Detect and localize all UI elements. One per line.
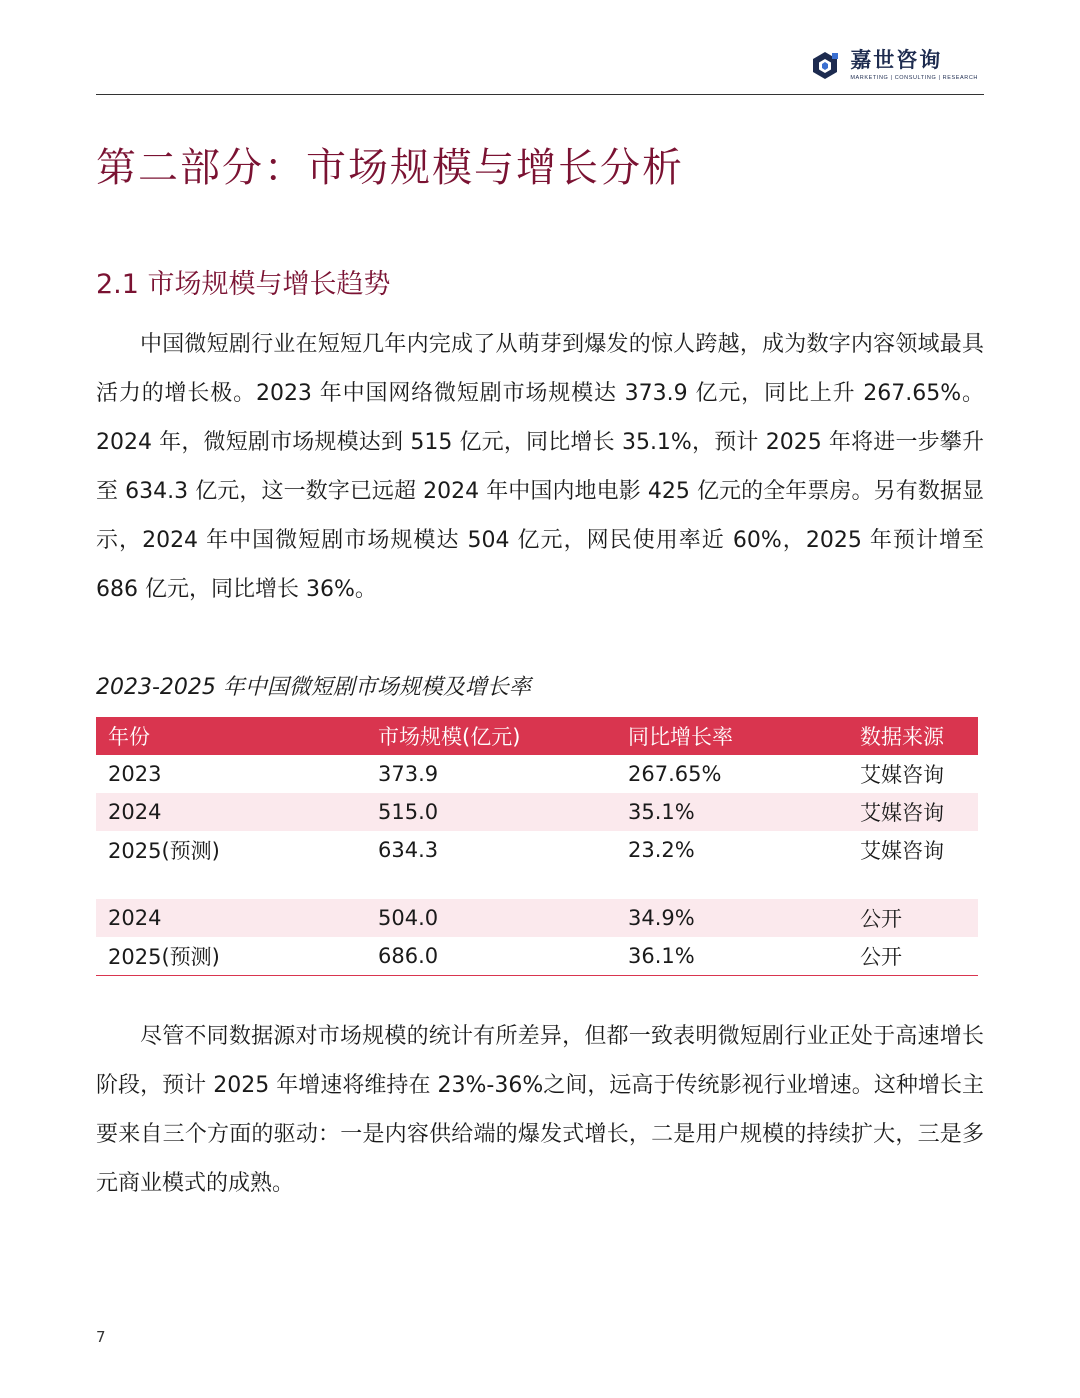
table-spacer-row [96,869,978,899]
cell-market-size: 373.9 [378,762,439,786]
table-row [96,831,978,869]
cell-source: 艾媒咨询 [848,793,978,831]
cell-year: 2025(预测) [108,839,220,863]
cell-source: 艾媒咨询 [860,839,944,863]
cell-source: 公开 [848,937,978,976]
cell-year: 2024 [96,899,366,937]
cell-source: 艾媒咨询 [860,763,944,787]
cell-year: 2023 [108,762,162,786]
header-year: 年份 [96,717,366,755]
cell-market-size: 634.3 [378,838,439,862]
table-caption: 2023-2025 年中国微短剧市场规模及增长率 [96,675,531,700]
cell-empty [848,869,978,899]
logo-name: 嘉世咨询 [850,48,943,72]
table-header-row [96,717,978,755]
header-market-size: 市场规模(亿元) [366,717,616,755]
cell-growth-rate: 36.1% [616,937,848,976]
table-row [96,899,978,937]
cell-market-size: 515.0 [366,793,616,831]
cell-empty [96,869,366,899]
cell-empty [616,869,848,899]
header-source: 数据来源 [848,717,978,755]
table-row [96,755,978,793]
intro-paragraph: 中国微短剧行业在短短几年内完成了从萌芽到爆发的惊人跨越，成为数字内容领域最具活力的增长极。2023 年中国网络微短剧市场规模达 373.9 亿元，同比上升 267.65%。2024 年，微短剧市场规模达到 515 亿元，同比增长 35.1%，预计 2025 年将进一步攀升至 634.3 亿元，这一数字已远超 2024 年中国内地电影 425 亿元的全年票房。另有数据显示，2024 年中国微短剧市场规模达 504 亿元，网民使用率近 60%，2025 年预计增至 686 亿元，同比增长 36%。 [96,332,984,602]
cell-source: 公开 [848,899,978,937]
subsection-title: 2.1 市场规模与增长趋势 [96,269,391,300]
cell-market-size: 686.0 [366,937,616,976]
page-number: 7 [96,1328,106,1346]
cell-market-size: 504.0 [366,899,616,937]
table-row [96,937,978,976]
cell-year: 2025(预测) [96,937,366,976]
cell-growth-rate: 23.2% [628,838,695,862]
cell-empty [366,869,616,899]
analysis-paragraph: 尽管不同数据源对市场规模的统计有所差异，但都一致表明微短剧行业正处于高速增长阶段，预计 2025 年增速将维持在 23%-36%之间，远高于传统影视行业增速。这种增长主要来自三个方面的驱动：一是内容供给端的爆发式增长，二是用户规模的持续扩大，三是多元商业模式的成熟。 [96,1024,984,1196]
page-header [96,0,984,96]
company-logo [810,48,978,81]
cell-growth-rate: 267.65% [628,762,722,786]
logo-cube-icon [810,50,840,80]
cell-growth-rate: 34.9% [616,899,848,937]
cell-growth-rate: 35.1% [616,793,848,831]
cell-year: 2024 [96,793,366,831]
section-title: 第二部分：市场规模与增长分析 [96,145,684,191]
header-growth-rate: 同比增长率 [616,717,848,755]
table-row [96,793,978,831]
logo-tagline: MARKETING | CONSULTING | RESEARCH [850,75,978,81]
header-divider [96,94,984,95]
market-size-table [96,717,978,976]
